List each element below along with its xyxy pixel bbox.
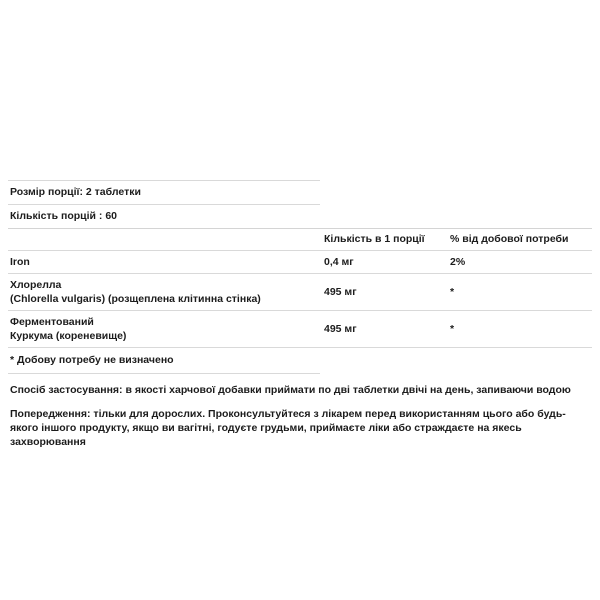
ingredient-name-line: Куркума (кореневище)	[10, 330, 127, 342]
supplement-facts-panel	[8, 180, 592, 449]
serving-size-label: Розмір порції:	[10, 186, 83, 198]
ingredient-row	[8, 251, 592, 274]
ingredient-daily-value: *	[450, 323, 455, 335]
ingredient-amount: 0,4 мг	[324, 256, 354, 268]
ingredient-name-line: Хлорелла	[10, 279, 62, 291]
ingredient-daily-value: *	[450, 286, 455, 298]
daily-value-column-header: % від добової потреби	[450, 233, 569, 245]
ingredient-amount: 495 мг	[324, 286, 357, 298]
servings-count-row	[8, 204, 320, 228]
ingredient-name	[8, 254, 322, 270]
directions-paragraph: Спосіб застосування: в якості харчової добавки приймати по дві таблетки двічі на день, запиваючи водою	[10, 384, 571, 396]
ingredient-amount: 495 мг	[324, 323, 357, 335]
ingredient-name	[8, 314, 322, 344]
ingredient-name-line: (Chlorella vulgaris) (розщеплена клітинна стінка)	[10, 293, 261, 305]
serving-size-value: 2 таблетки	[85, 186, 141, 198]
facts-header-row	[8, 229, 592, 251]
daily-value-footnote: * Добову потребу не визначено	[8, 348, 320, 374]
facts-table	[8, 228, 592, 348]
ingredient-row	[8, 311, 592, 348]
ingredient-row	[8, 274, 592, 311]
ingredient-name-line: Ферментований	[10, 316, 94, 328]
servings-count-value: 60	[105, 210, 117, 222]
servings-count-label: Кількість порцій :	[10, 210, 103, 222]
ingredient-daily-value: 2%	[450, 256, 466, 268]
warning-paragraph: Попередження: тільки для дорослих. Проконсультуйтеся з лікарем перед використанням цього або будь-якого іншого продукту, якщо ви вагітні, годуєте грудьми, приймаєте ліки або страждаєте на якесь захворювання	[10, 408, 566, 448]
serving-size-row	[8, 180, 320, 204]
ingredient-name-line: Iron	[10, 256, 30, 268]
amount-column-header: Кількість в 1 порції	[324, 233, 425, 245]
ingredient-name	[8, 277, 322, 307]
